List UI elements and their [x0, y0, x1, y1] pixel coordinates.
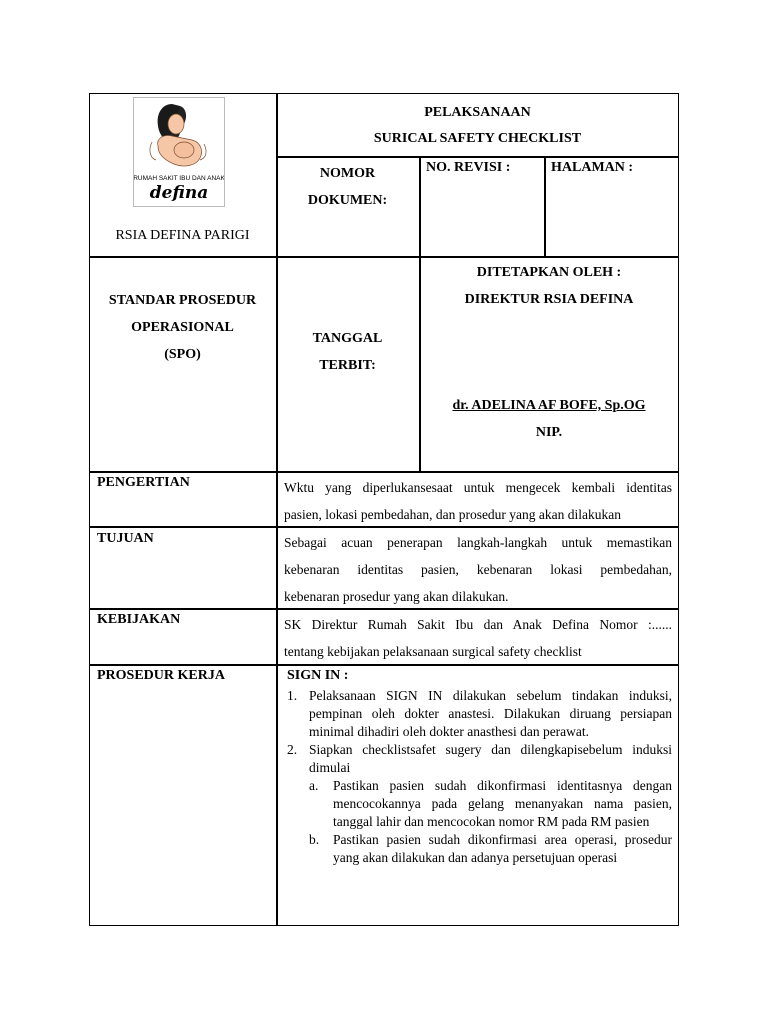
- divider-revisi: [544, 156, 546, 257]
- kebijakan-line-2: tentang kebijakan pelaksanaan surgical safety checklist: [284, 644, 582, 659]
- signer-block: [419, 392, 679, 446]
- signer-name: dr. ADELINA AF BOFE, Sp.OG: [452, 398, 646, 413]
- tanggal-line-1: TANGGAL: [312, 331, 383, 346]
- spo-label: [89, 287, 276, 368]
- tujuan-line-3: kebenaran prosedur yang akan dilakukan.: [284, 589, 509, 604]
- kebijakan-content: [284, 611, 672, 665]
- procedure-sub-b: [287, 831, 672, 867]
- divider-hospital-row: [89, 256, 679, 258]
- item-1-number: 1.: [287, 688, 298, 703]
- procedure-item-2: [287, 741, 672, 777]
- prosedur-label-text: PROSEDUR KERJA: [97, 668, 225, 683]
- revisi-text: NO. REVISI :: [426, 160, 511, 175]
- halaman-label: [551, 160, 676, 176]
- no-revisi-label: [426, 160, 541, 176]
- kebijakan-label: [97, 612, 272, 628]
- pengertian-label: [97, 475, 272, 491]
- item-1-text: Pelaksanaan SIGN IN dilakukan sebelum tindakan induksi, pempinan oleh dokter anastesi. Dilakukan diruang persiapan minimal dihadiri oleh dokter anasthesi dan perawat.: [309, 688, 672, 739]
- title-line-1: PELAKSANAAN: [424, 105, 531, 120]
- ditetapkan-text: DITETAPKAN OLEH :: [476, 265, 622, 280]
- divider-nomor: [419, 156, 421, 257]
- tujuan-content: [284, 529, 672, 610]
- pengertian-line-2: pasien, lokasi pembedahan, dan prosedur yang akan dilakukan: [284, 507, 622, 522]
- tanggal-terbit-label: [276, 325, 419, 379]
- tujuan-label-text: TUJUAN: [97, 531, 154, 546]
- kebijakan-line-1: SK Direktur Rumah Sakit Ibu dan Anak Defina Nomor :......: [284, 617, 672, 632]
- prosedur-label: [97, 668, 272, 684]
- item-2-number: 2.: [287, 742, 298, 757]
- spo-line-3: (SPO): [164, 347, 201, 362]
- nip-text: NIP.: [535, 425, 563, 440]
- document-title: [276, 100, 679, 152]
- divider-left-column: [276, 93, 278, 926]
- nomor-label-line-1: NOMOR: [319, 166, 376, 181]
- hospital-logo: [133, 97, 225, 207]
- divider-pengertian: [89, 471, 679, 473]
- tujuan-line-1: Sebagai acuan penerapan langkah-langkah untuk memastikan: [284, 535, 672, 550]
- kebijakan-label-text: KEBIJAKAN: [97, 612, 181, 627]
- procedure-item-1: [287, 687, 672, 741]
- nomor-dokumen-label: [276, 160, 419, 214]
- spo-line-2: OPERASIONAL: [131, 320, 234, 335]
- prosedur-content: [287, 667, 672, 867]
- sub-b-text: Pastikan pasien sudah dikonfirmasi area operasi, prosedur yang akan dilakukan dan adanya persetujuan operasi: [333, 832, 672, 865]
- tujuan-line-2: kebenaran identitas pasien, kebenaran lokasi pembedahan,: [284, 562, 672, 577]
- tujuan-label: [97, 531, 272, 547]
- hospital-name: [89, 228, 276, 244]
- svg-text:defina: defina: [149, 183, 209, 203]
- nomor-label-line-2: DOKUMEN:: [307, 193, 388, 208]
- hospital-name-text: RSIA DEFINA PARIGI: [115, 228, 250, 243]
- tanggal-line-2: TERBIT:: [319, 358, 376, 373]
- pengertian-line-1: Wktu yang diperlukansesaat untuk mengecek kembali identitas: [284, 480, 672, 495]
- sub-a-text: Pastikan pasien sudah dikonfirmasi identitasnya dengan mencocokannya pada gelang menanyakan nama pasien, tanggal lahir dan mencocokan nomor RM pada RM pasien: [333, 778, 672, 829]
- direktur-text: DIREKTUR RSIA DEFINA: [464, 292, 634, 307]
- sign-in-heading: SIGN IN :: [287, 668, 349, 683]
- halaman-text: HALAMAN :: [551, 160, 634, 175]
- pengertian-label-text: PENGERTIAN: [97, 475, 190, 490]
- sub-a-number: a.: [309, 778, 319, 793]
- divider-title-row: [276, 156, 679, 158]
- spo-line-1: STANDAR PROSEDUR: [108, 293, 257, 308]
- mother-child-logo-icon: [134, 98, 224, 206]
- title-line-2: SURICAL SAFETY CHECKLIST: [373, 131, 582, 146]
- item-2-text: Siapkan checklistsafet sugery dan dilengkapisebelum induksi dimulai: [309, 742, 672, 775]
- procedure-sub-a: [287, 777, 672, 831]
- approval-block: [419, 259, 679, 313]
- svg-text:RUMAH SAKIT IBU DAN ANAK: RUMAH SAKIT IBU DAN ANAK: [134, 175, 224, 182]
- sub-b-number: b.: [309, 832, 320, 847]
- pengertian-content: [284, 474, 672, 528]
